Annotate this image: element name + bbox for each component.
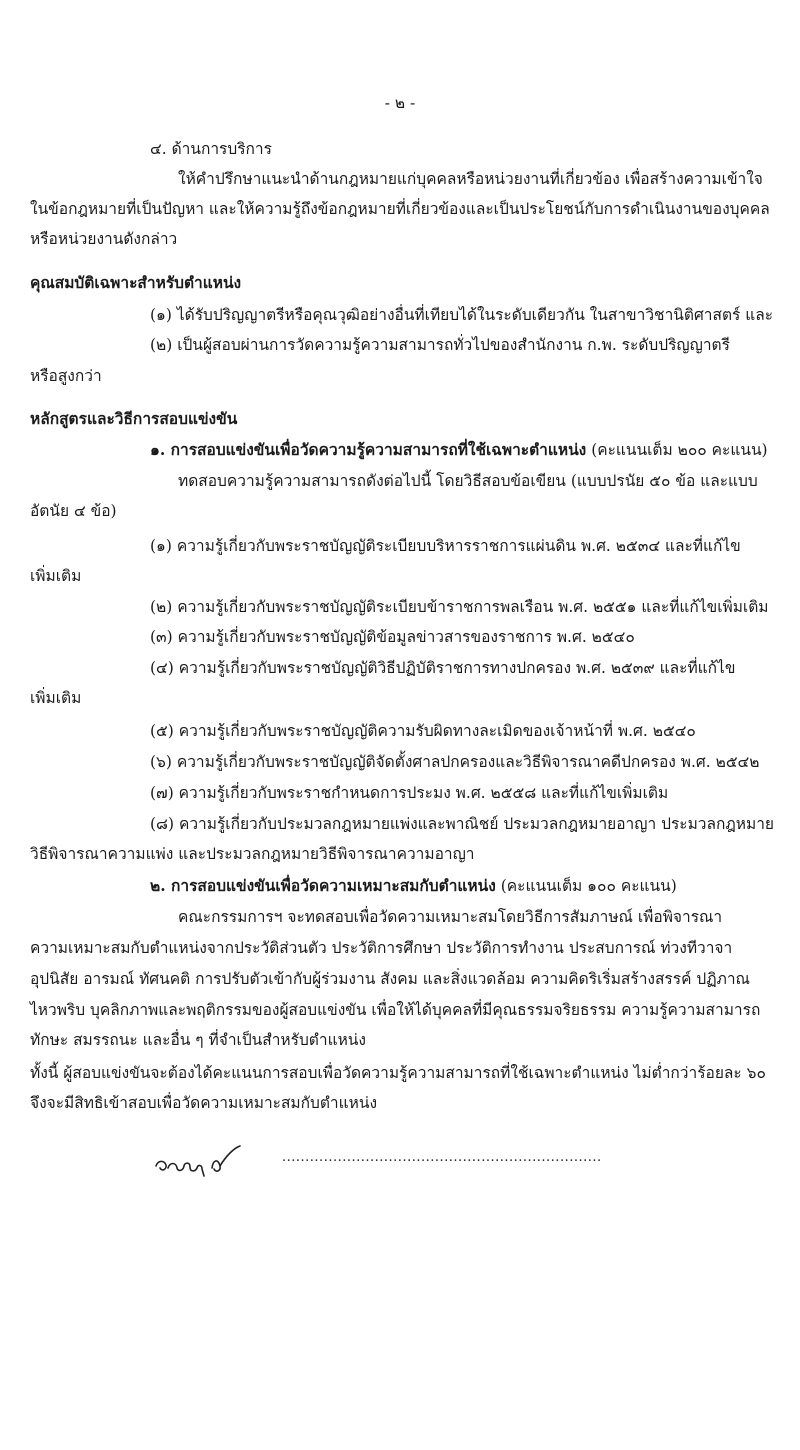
- curriculum-heading: หลักสูตรและวิธีการสอบแข่งขัน: [30, 409, 238, 428]
- qualification-item: (๑) ได้รับปริญญาตรีหรือคุณวุฒิอย่างอื่นที่เทียบได้ในระดับเดียวกัน ในสาขาวิชานิติศาสตร์ และ: [150, 306, 774, 324]
- signature-dotted-line: .....................................................................: [282, 1150, 602, 1165]
- exam-topic: (๗) ความรู้เกี่ยวกับพระราชกำหนดการประมง พ.ศ. ๒๕๕๘ และที่แก้ไขเพิ่มเติม: [150, 784, 669, 802]
- handwritten-signature: [150, 1138, 250, 1193]
- exam-topic: (๕) ความรู้เกี่ยวกับพระราชบัญญัติความรับผิดทางละเมิดของเจ้าหน้าที่ พ.ศ. ๒๕๔๐: [150, 722, 696, 740]
- signature-drawing: [150, 1138, 250, 1188]
- paragraph-line: ทักษะ สมรรถนะ และอื่น ๆ ที่จำเป็นสำหรับตำแหน่ง: [30, 1031, 366, 1049]
- part-1-intro: อัตนัย ๔ ข้อ): [30, 502, 117, 520]
- exam-topic: (๒) ความรู้เกี่ยวกับพระราชบัญญัติระเบียบข้าราชการพลเรือน พ.ศ. ๒๕๕๑ และที่แก้ไขเพิ่มเติม: [150, 598, 769, 616]
- qualifications-heading: คุณสมบัติเฉพาะสำหรับตำแหน่ง: [30, 273, 242, 292]
- paragraph-line: คณะกรรมการฯ จะทดสอบเพื่อวัดความเหมาะสมโดยวิธีการสัมภาษณ์ เพื่อพิจารณา: [178, 908, 723, 926]
- part-1-intro: ทดสอบความรู้ความสามารถดังต่อไปนี้ โดยวิธีสอบข้อเขียน (แบบปรนัย ๕๐ ข้อ และแบบ: [178, 472, 758, 490]
- qualification-item: (๒) เป็นผู้สอบผ่านการวัดความรู้ความสามารถทั่วไปของสำนักงาน ก.พ. ระดับปริญญาตรี: [150, 336, 730, 354]
- part-2-title: ๒. การสอบแข่งขันเพื่อวัดความเหมาะสมกับตำแหน่ง: [150, 876, 496, 895]
- part-1-title: ๑. การสอบแข่งขันเพื่อวัดความรู้ความสามารถที่ใช้เฉพาะตำแหน่ง: [150, 440, 587, 459]
- part-2-title-line: [150, 877, 677, 896]
- part-1-title-line: [150, 441, 768, 460]
- part-1-score: (คะแนนเต็ม ๒๐๐ คะแนน): [591, 441, 768, 459]
- exam-topic: (๓) ความรู้เกี่ยวกับพระราชบัญญัติข้อมูลข่าวสารของราชการ พ.ศ. ๒๕๔๐: [150, 628, 635, 646]
- exam-topic: (๑) ความรู้เกี่ยวกับพระราชบัญญัติระเบียบบริหารราชการแผ่นดิน พ.ศ. ๒๕๓๔ และที่แก้ไข: [150, 537, 741, 555]
- exam-topic-continued: วิธีพิจารณาความแพ่ง และประมวลกฎหมายวิธีพิจารณาความอาญา: [30, 845, 475, 863]
- note-line: จึงจะมีสิทธิเข้าสอบเพื่อวัดความเหมาะสมกับตำแหน่ง: [30, 1094, 378, 1112]
- section-4-heading: ๔. ด้านการบริการ: [150, 140, 272, 158]
- exam-topic-continued: เพิ่มเติม: [30, 567, 82, 585]
- exam-topic: (๘) ความรู้เกี่ยวกับประมวลกฎหมายแพ่งและพาณิชย์ ประมวลกฎหมายอาญา ประมวลกฎหมาย: [150, 815, 775, 833]
- paragraph-line: หรือหน่วยงานดังกล่าว: [30, 230, 178, 248]
- exam-topic-continued: เพิ่มเติม: [30, 689, 82, 707]
- paragraph-line: ในข้อกฎหมายที่เป็นปัญหา และให้ความรู้ถึงข้อกฎหมายที่เกี่ยวข้องและเป็นประโยชน์กับการดำเนินงานของบุคคล: [30, 200, 770, 218]
- part-2-score: (คะแนนเต็ม ๑๐๐ คะแนน): [500, 877, 677, 895]
- paragraph-line: ความเหมาะสมกับตำแหน่งจากประวัติส่วนตัว ประวัติการศึกษา ประวัติการทำงาน ประสบการณ์ ท่วงทีวาจา: [30, 939, 733, 957]
- exam-topic: (๖) ความรู้เกี่ยวกับพระราชบัญญัติจัดตั้งศาลปกครองและวิธีพิจารณาคดีปกครอง พ.ศ. ๒๕๔๒: [150, 753, 760, 771]
- exam-topic: (๔) ความรู้เกี่ยวกับพระราชบัญญัติวิธีปฏิบัติราชการทางปกครอง พ.ศ. ๒๕๓๙ และที่แก้ไข: [150, 659, 736, 677]
- paragraph-line: ไหวพริบ บุคลิกภาพและพฤติกรรมของผู้สอบแข่งขัน เพื่อให้ได้บุคคลที่มีคุณธรรมจริยธรรม ความรู้ความสามารถ: [30, 1001, 761, 1019]
- note-line: ทั้งนี้ ผู้สอบแข่งขันจะต้องได้คะแนนการสอบเพื่อวัดความรู้ความสามารถที่ใช้เฉพาะตำแหน่ง ไม่ต่ำกว่าร้อยละ ๖๐: [30, 1064, 766, 1082]
- paragraph-line: อุปนิสัย อารมณ์ ทัศนคติ การปรับตัวเข้ากับผู้ร่วมงาน สังคม และสิ่งแวดล้อม ความคิดริเริ่มสร้างสรรค์ ปฏิภาณ: [30, 970, 750, 988]
- qualification-item-continued: หรือสูงกว่า: [30, 367, 102, 385]
- paragraph-line: ให้คำปรึกษาแนะนำด้านกฎหมายแก่บุคคลหรือหน่วยงานที่เกี่ยวข้อง เพื่อสร้างความเข้าใจ: [178, 170, 763, 188]
- page-number: - ๒ -: [384, 94, 416, 112]
